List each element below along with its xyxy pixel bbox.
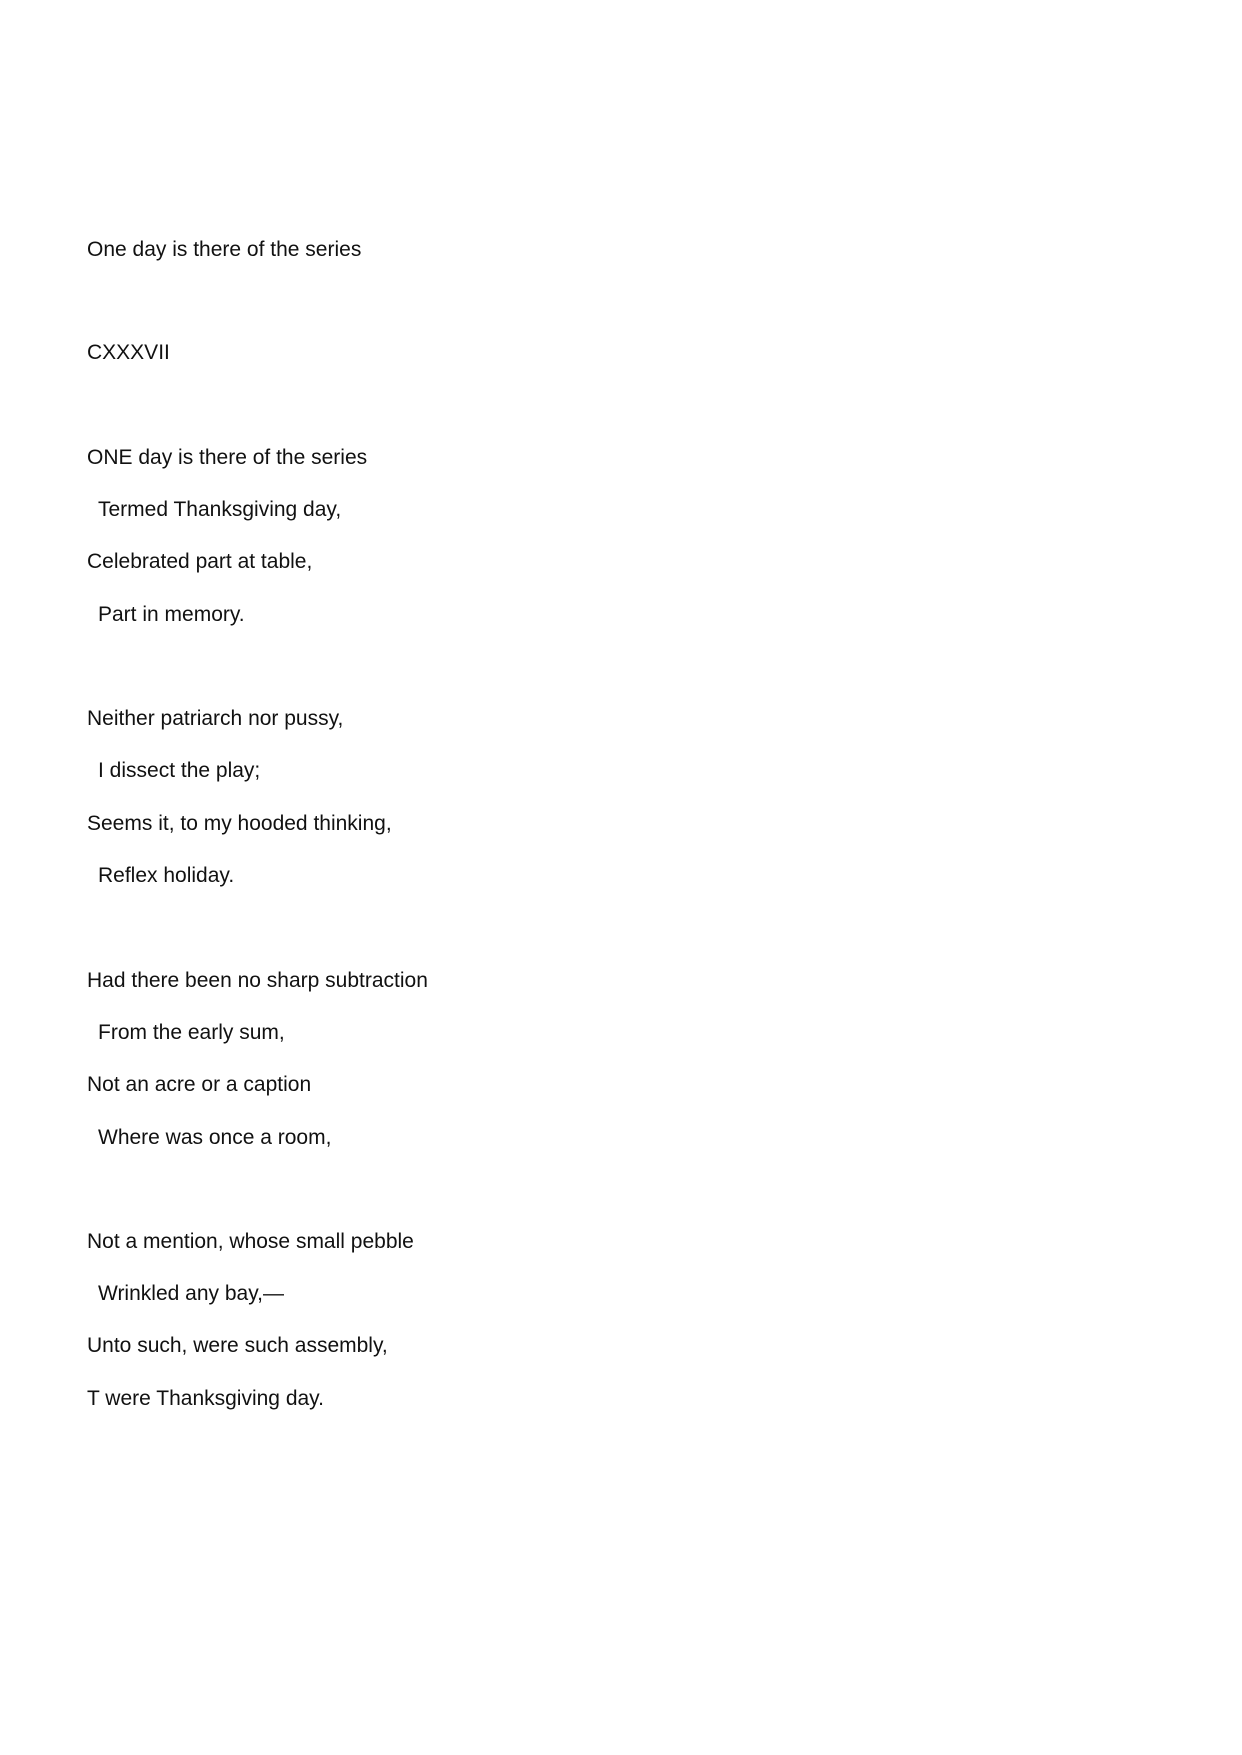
poem-line: Not a mention, whose small pebble [87, 1230, 414, 1253]
poem-numeral: CXXXVII [87, 341, 170, 364]
poem-line: Where was once a room, [98, 1126, 332, 1149]
poem-line: Had there been no sharp subtraction [87, 969, 428, 992]
poem-line: ONE day is there of the series [87, 446, 368, 469]
poem-line: Wrinkled any bay,— [98, 1282, 284, 1305]
poem-line: Celebrated part at table, [87, 550, 313, 573]
poem-line: Unto such, were such assembly, [87, 1334, 388, 1357]
poem-line: Seems it, to my hooded thinking, [87, 812, 392, 835]
poem-line: Neither patriarch nor pussy, [87, 707, 344, 730]
document-heading: One day is there of the series [87, 238, 362, 261]
poem-line: From the early sum, [98, 1021, 285, 1044]
poem-line: I dissect the play; [98, 759, 261, 782]
poem-line: Not an acre or a caption [87, 1073, 312, 1096]
poem-line: Reflex holiday. [98, 864, 235, 887]
poem-line: Part in memory. [98, 603, 245, 626]
poem-line: T were Thanksgiving day. [87, 1387, 324, 1410]
poem-line: Termed Thanksgiving day, [98, 498, 342, 521]
